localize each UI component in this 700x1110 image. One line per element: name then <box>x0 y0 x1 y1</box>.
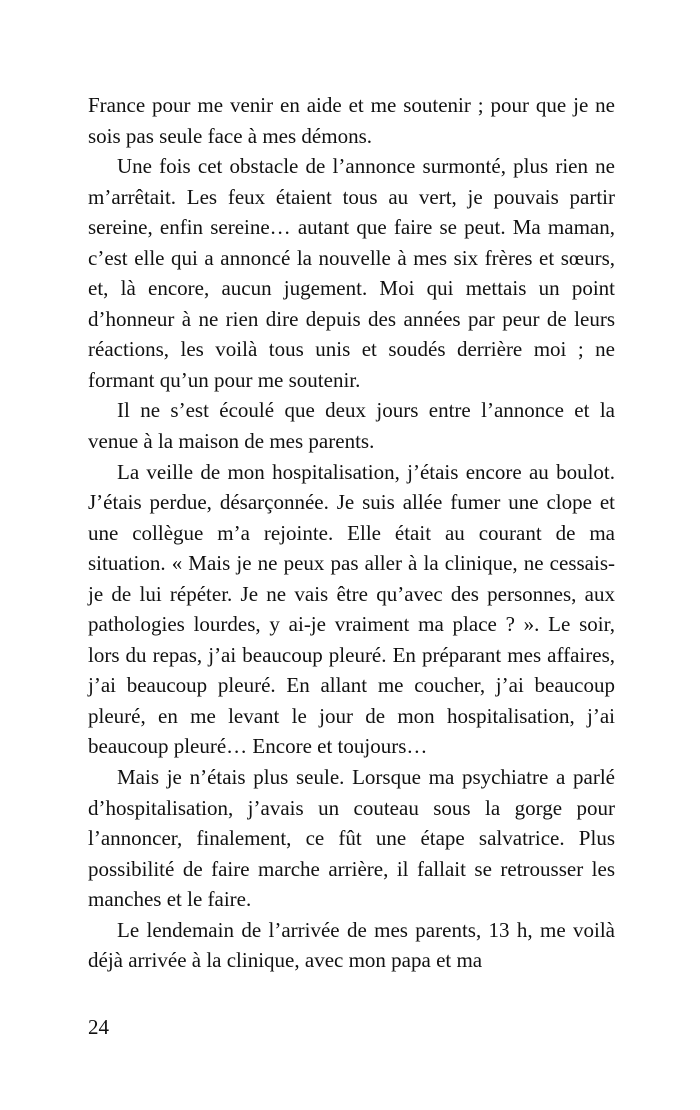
paragraph: Le lendemain de l’arrivée de mes parents, 13 h, me voilà déjà arrivée à la clinique, avec mon papa et ma <box>88 917 615 973</box>
page-number: 24 <box>88 1015 109 1039</box>
paragraph: Une fois cet obstacle de l’annonce surmonté, plus rien ne m’arrêtait. Les feux étaient tous au vert, je pouvais partir sereine, enfin sereine… autant que faire se peut. Ma maman, c’est elle qui a annoncé la nouvelle à mes six frères et sœurs, et, là encore, aucun jugement. Moi qui mettais un point d’honneur à ne rien dire depuis des années par peur de leurs réactions, les voilà tous unis et soudés derrière moi ; ne formant qu’un pour me soutenir. <box>88 154 615 392</box>
paragraph: Il ne s’est écoulé que deux jours entre l’annonce et la venue à la maison de mes parents. <box>88 398 615 454</box>
body-text <box>88 90 615 976</box>
paragraph-continued: France pour me venir en aide et me soutenir ; pour que je ne sois pas seule face à mes démons. <box>88 93 615 148</box>
paragraph: Mais je n’étais plus seule. Lorsque ma psychiatre a parlé d’hospitalisation, j’avais un couteau sous la gorge pour l’annoncer, finalement, ce fût une étape salvatrice. Plus possibilité de faire marche arrière, il fallait se retrousser les manches et le faire. <box>88 765 615 912</box>
paragraph: La veille de mon hospitalisation, j’étais encore au boulot. J’étais perdue, désarçonnée. Je suis allée fumer une clope et une collègue m’a rejointe. Elle était au courant de ma situation. « Mais je ne peux pas aller à la clinique, ne cessais-je de lui répéter. Je ne vais être qu’avec des personnes, aux pathologies lourdes, y ai-je vraiment ma place ? ». Le soir, lors du repas, j’ai beaucoup pleuré. En préparant mes affaires, j’ai beaucoup pleuré. En allant me coucher, j’ai beaucoup pleuré, en me levant le jour de mon hospitalisation, j’ai beaucoup pleuré… Encore et toujours… <box>88 459 615 759</box>
